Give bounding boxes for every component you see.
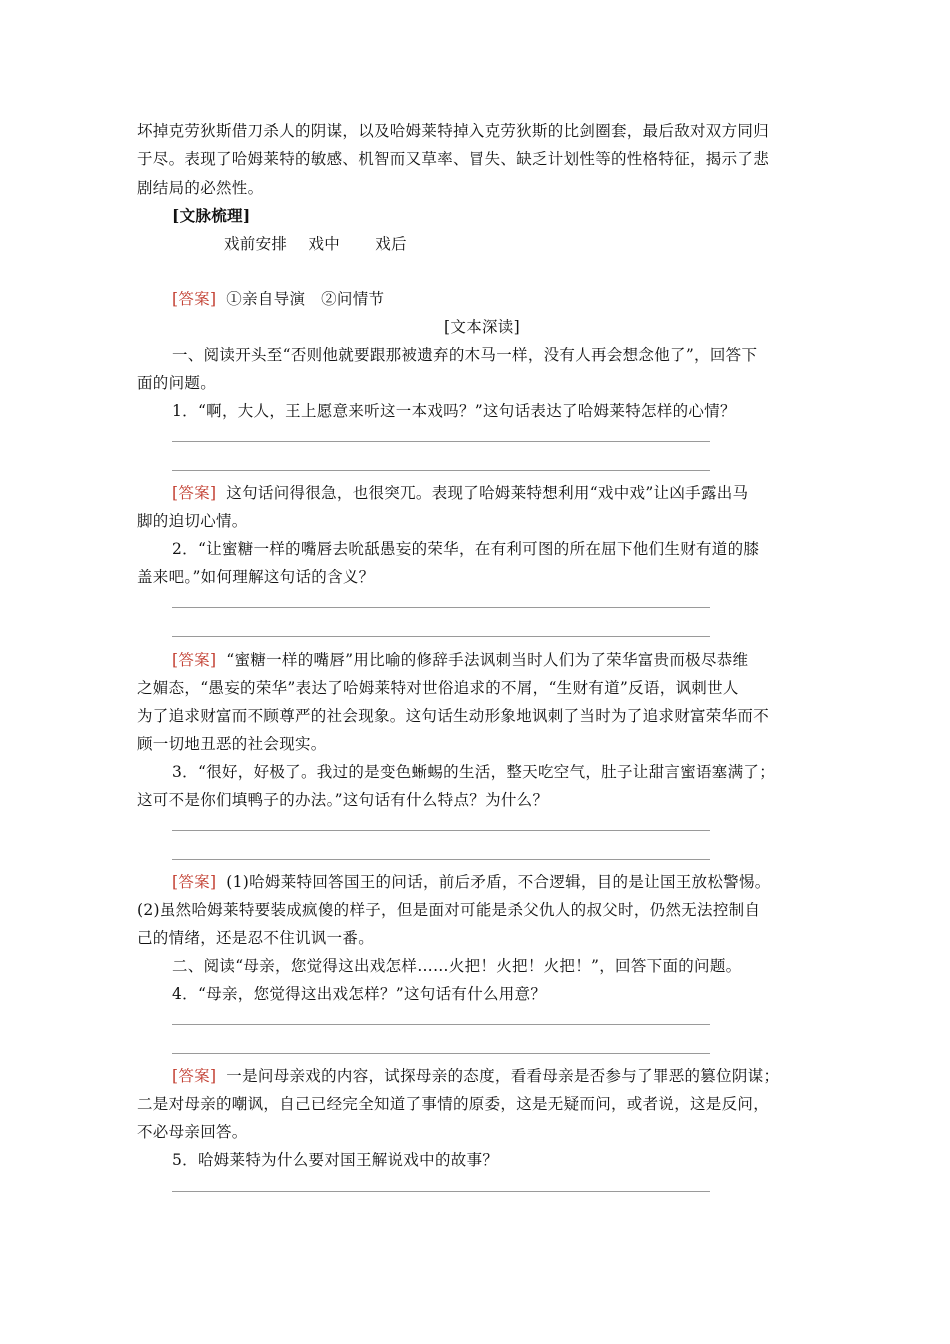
answer-blank-line — [172, 636, 710, 637]
answer-1-line-1 — [172, 480, 827, 506]
answer-3-text: (1)哈姆莱特回答国王的问话，前后矛盾，不合逻辑，目的是让国王放松警惕。 — [226, 873, 771, 891]
structure-answer — [172, 286, 827, 312]
answer-2-line-4: 顾一切地丑恶的社会现实。 — [137, 735, 327, 753]
structure-flow — [224, 231, 524, 257]
answer-label: [答案] — [172, 651, 217, 669]
structure-item-during: 戏中 — [308, 235, 341, 253]
answer-label: [答案] — [172, 484, 217, 502]
answer-3-line-2: (2)虽然哈姆莱特要装成疯傻的样子，但是面对可能是杀父仇人的叔父时，仍然无法控制自 — [137, 901, 761, 919]
deep-reading-heading: [文本深读] — [444, 318, 520, 336]
question-2-line-2: 盖来吧。”如何理解这句话的含义？ — [137, 568, 375, 586]
answer-blank-line — [172, 441, 710, 442]
intro-line-1: 坏掉克劳狄斯借刀杀人的阴谋，以及哈姆莱特掉入克劳狄斯的比剑圈套，最后敌对双方同归 — [137, 122, 770, 140]
part1-instruction-line-1: 一、阅读开头至“否则他就要跟那被遗弃的木马一样，没有人再会想念他了”，回答下 — [172, 346, 758, 364]
question-2-line-1: 2．“让蜜糖一样的嘴唇去吮舐愚妄的荣华，在有利可图的所在屈下他们生财有道的膝 — [172, 540, 760, 558]
part2-instruction: 二、阅读“母亲，您觉得这出戏怎样……火把！火把！火把！”，回答下面的问题。 — [172, 957, 742, 975]
answer-blank-line — [172, 1053, 710, 1054]
answer-blank-line — [172, 1191, 710, 1192]
answer-4-line-3: 不必母亲回答。 — [137, 1123, 248, 1141]
part1-instruction-line-2: 面的问题。 — [137, 374, 217, 392]
answer-2-line-3: 为了追求财富而不顾尊严的社会现象。这句话生动形象地讽刺了当时为了追求财富荣华而不 — [137, 707, 770, 725]
question-5: 5．哈姆莱特为什么要对国王解说戏中的故事？ — [172, 1151, 499, 1169]
structure-heading: [文脉梳理] — [172, 206, 251, 225]
answer-2-line-2: 之媚态，“愚妄的荣华”表达了哈姆莱特对世俗追求的不屑，“生财有道”反语，讽刺世人 — [137, 679, 739, 697]
answer-1-line-2: 脚的迫切心情。 — [137, 512, 248, 530]
intro-line-2: 于尽。表现了哈姆莱特的敏感、机智而又草率、冒失、缺乏计划性等的性格特征，揭示了悲 — [137, 150, 770, 168]
structure-answer-text: ①亲自导演 ②问情节 — [226, 290, 385, 308]
answer-blank-line — [172, 1024, 710, 1025]
structure-item-before: 戏前安排 — [224, 235, 288, 253]
answer-2-line-1 — [172, 647, 827, 673]
answer-4-line-1 — [172, 1063, 827, 1089]
answer-blank-line — [172, 607, 710, 608]
intro-line-3: 剧结局的必然性。 — [137, 179, 264, 197]
answer-1-text: 这句话问得很急，也很突兀。表现了哈姆莱特想利用“戏中戏”让凶手露出马 — [226, 484, 749, 502]
question-4: 4．“母亲，您觉得这出戏怎样？”这句话有什么用意？ — [172, 985, 547, 1003]
answer-label: [答案] — [172, 1067, 217, 1085]
answer-3-line-1 — [172, 869, 827, 895]
question-3-line-2: 这可不是你们填鸭子的办法。”这句话有什么特点？为什么？ — [137, 791, 549, 809]
structure-item-after: 戏后 — [375, 235, 407, 253]
answer-label: [答案] — [172, 873, 217, 891]
answer-4-line-2: 二是对母亲的嘲讽，自己已经完全知道了事情的原委，这是无疑而问，或者说，这是反问， — [137, 1095, 770, 1113]
question-3-line-1: 3．“很好，好极了。我过的是变色蜥蜴的生活，整天吃空气，肚子让甜言蜜语塞满了； — [172, 763, 775, 781]
answer-3-line-3: 己的情绪，还是忍不住讥讽一番。 — [137, 929, 375, 947]
answer-blank-line — [172, 470, 710, 471]
question-1: 1．“啊，大人，王上愿意来听这一本戏吗？”这句话表达了哈姆莱特怎样的心情？ — [172, 402, 736, 420]
answer-blank-line — [172, 830, 710, 831]
answer-blank-line — [172, 859, 710, 860]
answer-label: [答案] — [172, 290, 217, 308]
answer-4-text: 一是问母亲戏的内容，试探母亲的态度，看看母亲是否参与了罪恶的篡位阴谋； — [226, 1067, 780, 1085]
answer-2-text: “蜜糖一样的嘴唇”用比喻的修辞手法讽刺当时人们为了荣华富贵而极尽恭维 — [226, 651, 749, 669]
